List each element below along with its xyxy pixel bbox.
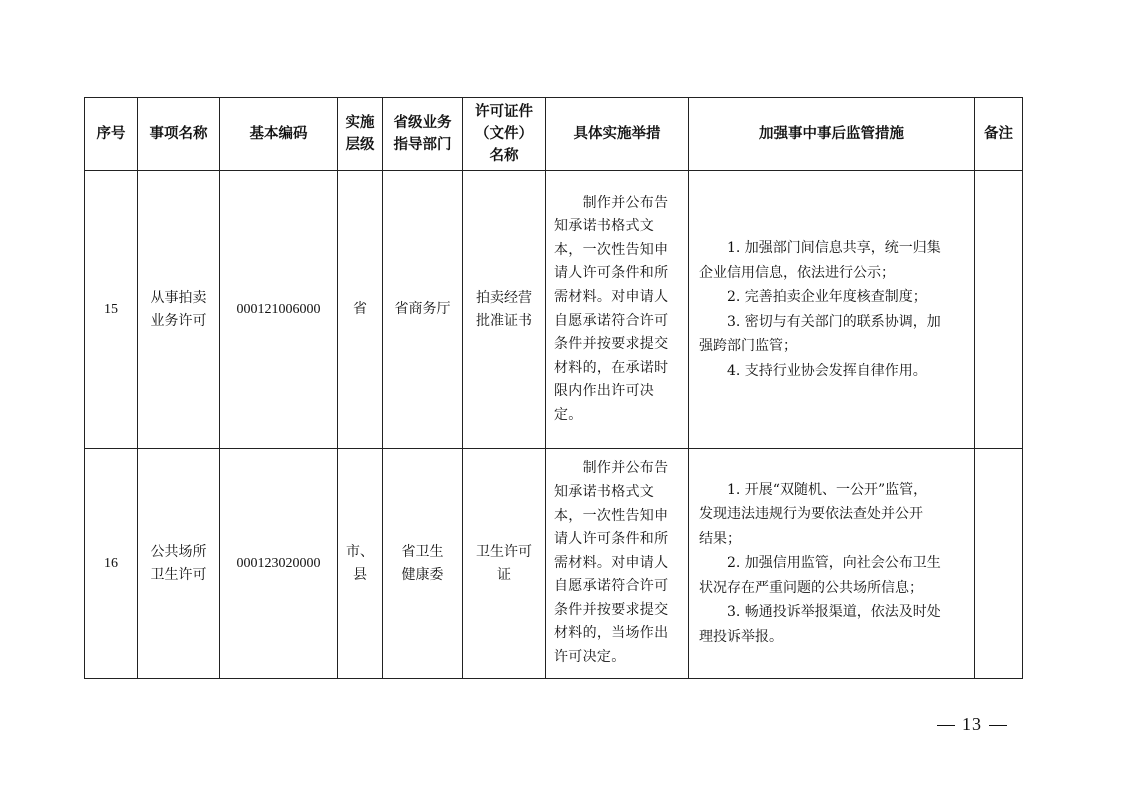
page-number-dash-left bbox=[937, 725, 955, 726]
row-doc: 拍卖经营 批准证书 bbox=[463, 171, 546, 449]
row-level: 省 bbox=[338, 171, 383, 449]
row-dept: 省卫生 健康委 bbox=[383, 449, 463, 679]
header-level: 实施 层级 bbox=[338, 98, 383, 171]
row-doc: 卫生许可 证 bbox=[463, 449, 546, 679]
page-number bbox=[930, 714, 1014, 735]
page-number-value: 13 bbox=[962, 714, 982, 734]
header-supervision: 加强事中事后监管措施 bbox=[689, 98, 975, 171]
row-seq: 16 bbox=[85, 449, 138, 679]
row-measure: 制作并公布告 知承诺书格式文 本，一次性告知申 请人许可条件和所 需材料。对申请人 自愿承诺符合许可 条件并按要求提交 材料的，当场作出 许可决定。 bbox=[546, 449, 689, 679]
table-row bbox=[85, 449, 1023, 679]
row-measure: 制作并公布告 知承诺书格式文 本，一次性告知申 请人许可条件和所 需材料。对申请人 自愿承诺符合许可 条件并按要求提交 材料的，在承诺时 限内作出许可决 定。 bbox=[546, 171, 689, 449]
row-remark bbox=[975, 449, 1023, 679]
header-doc: 许可证件 （文件） 名称 bbox=[463, 98, 546, 171]
header-row bbox=[85, 98, 1023, 171]
row-supervision: 1. 开展“双随机、一公开”监管， 发现违法违规行为要依法查处并公开 结果； 2. 加强信用监管，向社会公布卫生 状况存在严重问题的公共场所信息； 3. 畅通投诉举报渠道，依法及时处 理投诉举报。 bbox=[689, 449, 975, 679]
header-name: 事项名称 bbox=[138, 98, 220, 171]
row-dept: 省商务厅 bbox=[383, 171, 463, 449]
header-code: 基本编码 bbox=[220, 98, 338, 171]
header-dept: 省级业务 指导部门 bbox=[383, 98, 463, 171]
row-supervision: 1. 加强部门间信息共享，统一归集 企业信用信息，依法进行公示； 2. 完善拍卖企业年度核查制度； 3. 密切与有关部门的联系协调，加 强跨部门监管； 4. 支持行业协会发挥自律作用。 bbox=[689, 171, 975, 449]
row-code: 000123020000 bbox=[220, 449, 338, 679]
row-level: 市、 县 bbox=[338, 449, 383, 679]
header-measure: 具体实施举措 bbox=[546, 98, 689, 171]
header-remark: 备注 bbox=[975, 98, 1023, 171]
page-number-dash-right bbox=[989, 725, 1007, 726]
permit-table bbox=[84, 97, 1023, 679]
header-seq: 序号 bbox=[85, 98, 138, 171]
row-code: 000121006000 bbox=[220, 171, 338, 449]
row-name: 公共场所 卫生许可 bbox=[138, 449, 220, 679]
table-row bbox=[85, 171, 1023, 449]
row-name: 从事拍卖 业务许可 bbox=[138, 171, 220, 449]
row-seq: 15 bbox=[85, 171, 138, 449]
row-remark bbox=[975, 171, 1023, 449]
